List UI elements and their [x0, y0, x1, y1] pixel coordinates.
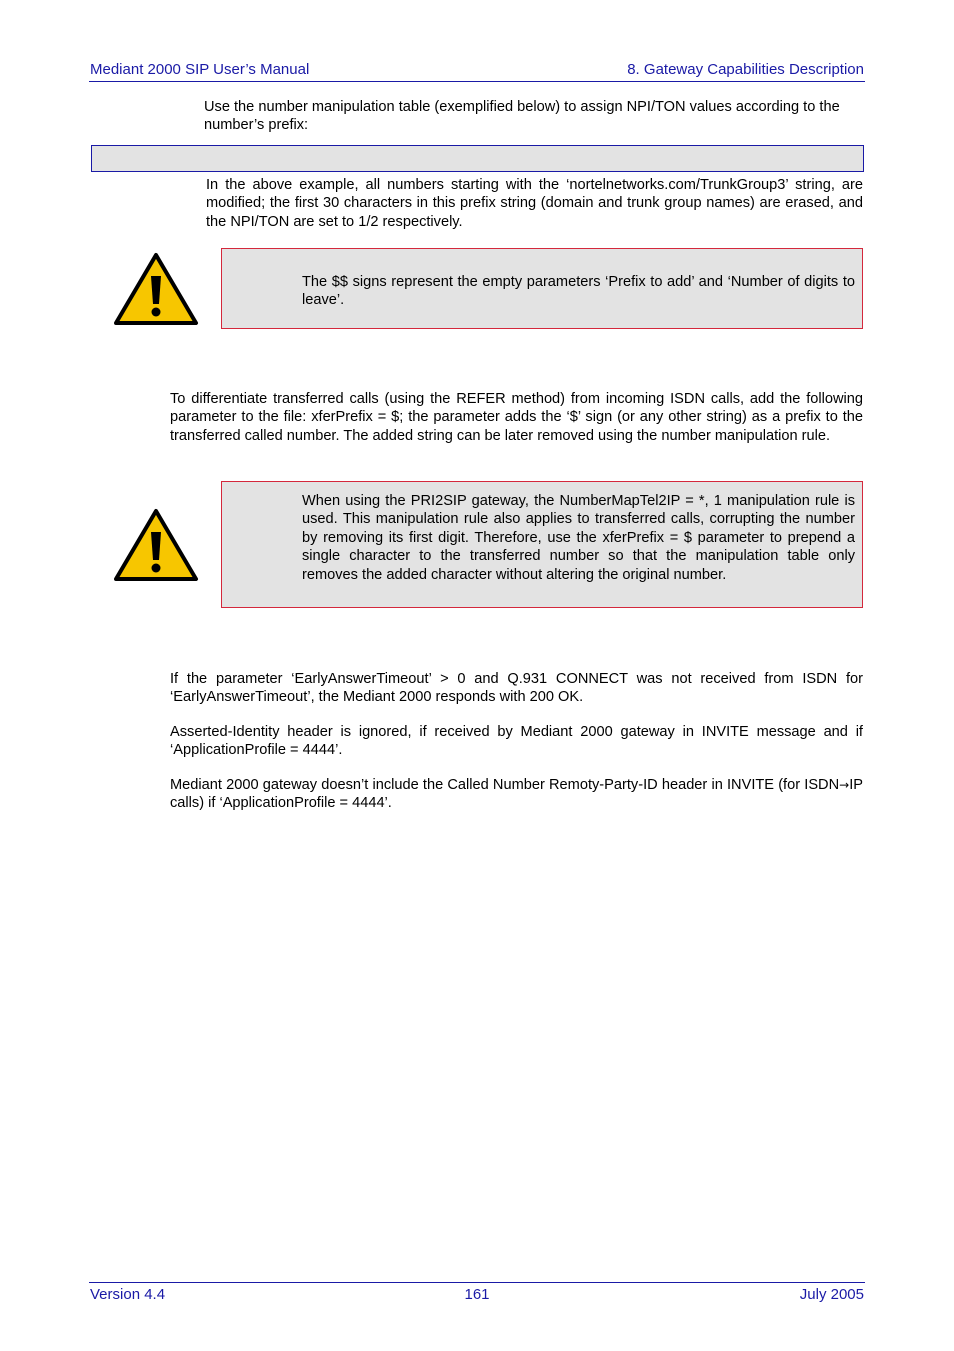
- arrow-right-icon: →: [839, 778, 850, 792]
- note-box-xferprefix: [221, 481, 863, 608]
- header-chapter-title: 8. Gateway Capabilities Description: [627, 61, 864, 78]
- warning-triangle-icon: [113, 252, 199, 326]
- header-rule: [89, 81, 865, 82]
- warning-triangle-icon: [113, 508, 199, 582]
- remote-party-id-paragraph: [170, 776, 863, 813]
- note-text: The $$ signs represent the empty parameters ‘Prefix to add’ and ‘Number of digits to leave’.: [302, 274, 855, 309]
- early-answer-paragraph: If the parameter ‘EarlyAnswerTimeout’ > 0 and Q.931 CONNECT was not received from ISDN for ‘EarlyAnswerTimeout’, the Mediant 2000 responds with 200 OK.: [170, 671, 863, 706]
- paragraph-text: IP calls) if ‘ApplicationProfile = 4444’.: [170, 777, 863, 812]
- intro-paragraph: Use the number manipulation table (exemplified below) to assign NPI/TON values according to the number’s prefix:: [204, 99, 840, 134]
- header-manual-title: Mediant 2000 SIP User’s Manual: [90, 61, 310, 78]
- footer-version: Version 4.4: [90, 1286, 166, 1303]
- transfer-paragraph: To differentiate transferred calls (using the REFER method) from incoming ISDN calls, add the following parameter to the file: xferPrefix = $; the parameter adds the ‘$’ sign (or any other string) as a prefix to the transferred called number. The added string can be later removed using the number manipulation rule.: [170, 391, 863, 444]
- example-table-box: [91, 145, 864, 172]
- note-box-empty-parameters: [221, 248, 863, 329]
- paragraph-text: Mediant 2000 gateway doesn’t include the Called Number Remoty-Party-ID header in INVITE (for ISDN: [170, 777, 840, 793]
- note-text: When using the PRI2SIP gateway, the NumberMapTel2IP = *, 1 manipulation rule is used. This manipulation rule also applies to transferred calls, corrupting the number by removing its first digit. Therefore, use the xferPrefix = $ parameter to prepend a single character to the transferred number so that the manipulation table only removes the added character without altering the original number.: [302, 493, 855, 583]
- asserted-identity-paragraph: Asserted-Identity header is ignored, if received by Mediant 2000 gateway in INVITE message and if ‘ApplicationProfile = 4444’.: [170, 724, 863, 759]
- footer-rule: [89, 1282, 865, 1283]
- footer-page-number: 161: [464, 1286, 490, 1303]
- footer-date: July 2005: [799, 1286, 864, 1303]
- example-paragraph: In the above example, all numbers starting with the ‘nortelnetworks.com/TrunkGroup3’ string, are modified; the first 30 characters in this prefix string (domain and trunk group names) are erased, and the NPI/TON are set to 1/2 respectively.: [206, 177, 863, 230]
